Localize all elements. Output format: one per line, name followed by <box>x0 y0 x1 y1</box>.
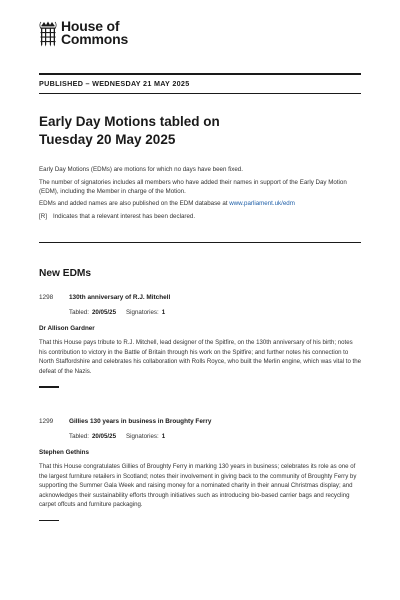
interest-key <box>39 213 361 222</box>
edm-sponsor: Stephen Gethins <box>39 449 90 456</box>
edm-meta <box>69 433 361 440</box>
edm-database-text: EDMs and added names are also published on the EDM database at <box>39 200 230 208</box>
intro-notes <box>39 166 361 226</box>
logo-line-1: House of <box>61 18 120 34</box>
edm-separator <box>39 520 59 522</box>
intro-rule <box>39 242 361 243</box>
section-heading: New EDMs <box>39 268 92 279</box>
signatories-label: Signatories: <box>126 309 159 316</box>
edm-title: Gillies 130 years in business in Broughty Ferry <box>69 418 212 425</box>
signatories-count: 1 <box>161 309 166 316</box>
signatories-label: Signatories: <box>126 433 159 440</box>
edm-separator <box>39 386 59 388</box>
intro-paragraph <box>39 200 361 209</box>
intro-paragraph: Early Day Motions (EDMs) are motions for which no days have been fixed. <box>39 166 243 173</box>
logo-line-2: Commons <box>61 31 129 47</box>
edm-header <box>39 418 361 425</box>
interest-description: Indicates that a relevant interest has been declared. <box>53 213 196 221</box>
page-title <box>39 113 220 149</box>
edm-meta <box>69 309 361 316</box>
logo-wordmark <box>61 20 128 46</box>
tabled-label: Tabled: <box>69 433 89 440</box>
title-line-2: Tuesday 20 May 2025 <box>39 132 176 147</box>
edm-item <box>39 294 361 388</box>
published-date: PUBLISHED – WEDNESDAY 21 MAY 2025 <box>39 79 190 88</box>
edm-number: 1299 <box>39 418 54 425</box>
edm-motion-text: That this House pays tribute to R.J. Mitchell, lead designer of the Spitfire, on the 130th anniversary of his birth; notes his contribution to victory in the Battle of Britain through his work on the Spitfire; and further notes his connection to North Staffordshire and celebrates his collaboration with Rolls Royce, who built the Merlin engine, which was vital to the defeat of the Nazis. <box>39 339 362 375</box>
tabled-label: Tabled: <box>69 309 89 316</box>
house-of-commons-logo <box>39 20 128 47</box>
tabled-date: 20/05/25 <box>91 309 117 316</box>
portcullis-icon <box>39 21 57 47</box>
top-rule <box>39 73 361 75</box>
edm-sponsor: Dr Allison Gardner <box>39 325 95 332</box>
interest-code: [R] <box>39 213 47 221</box>
edm-title: 130th anniversary of R.J. Mitchell <box>69 294 171 301</box>
published-rule <box>39 93 361 94</box>
edm-database-link[interactable]: www.parliament.uk/edm <box>229 200 295 208</box>
intro-paragraph: The number of signatories includes all members who have added their names in support of the Early Day Motion (EDM), including the Member in charge of the Motion. <box>39 178 347 195</box>
edm-header <box>39 294 361 301</box>
title-line-1: Early Day Motions tabled on <box>39 114 220 129</box>
tabled-date: 20/05/25 <box>91 433 117 440</box>
edm-item <box>39 418 361 521</box>
edm-motion-text: That this House congratulates Gillies of Broughty Ferry in marking 130 years in business; celebrates its role as one of the largest furniture retailers in Scotland; notes their involvement in giving back to the community of Broughty Ferry by supporting the Summer Gala Week and raising money for a nominated charity in their annual Christmas display; and acknowledges their sustainability efforts through initiatives such as introducing bio-based carrier bags and recycling carpet offcuts and furniture packaging. <box>39 463 357 509</box>
edm-number: 1298 <box>39 294 54 301</box>
signatories-count: 1 <box>161 433 166 440</box>
